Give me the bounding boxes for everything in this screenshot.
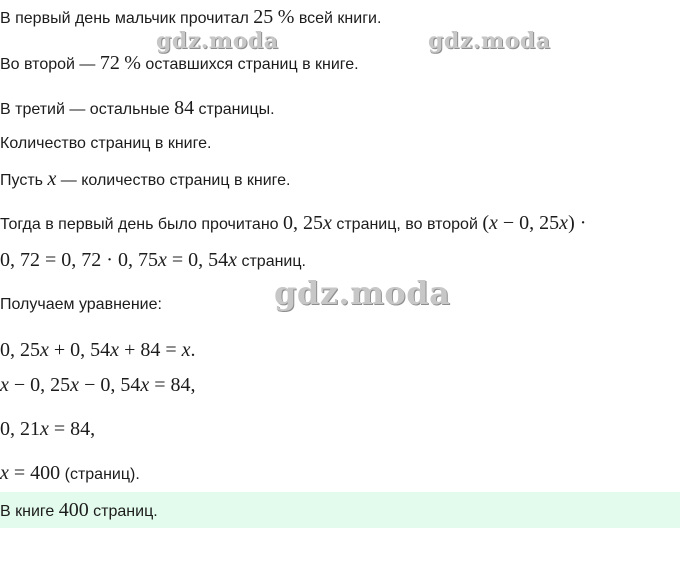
variable: x (47, 168, 57, 190)
equation-3 (0, 418, 95, 442)
watermark-1: gdz.moda (156, 28, 279, 54)
watermark-3: gdz.moda (274, 274, 451, 312)
math: + 0, 54 (48, 339, 111, 361)
math: . (190, 339, 196, 361)
variable: x (40, 418, 49, 440)
percent-sign: % (277, 6, 295, 28)
text: страниц. (237, 253, 306, 270)
percent-sign: % (124, 52, 141, 74)
math: − 0, 25 (497, 212, 560, 234)
number: 400 (58, 499, 89, 521)
answer-box (0, 492, 680, 528)
math: 0, 72 = 0, 72 · 0, 75 (0, 249, 158, 271)
watermark-2: gdz.moda (428, 28, 551, 54)
text: оставшихся страниц в книге. (140, 56, 359, 73)
variable: x (228, 249, 238, 271)
variable: x (140, 374, 150, 396)
math: ( (482, 212, 489, 234)
text: Во второй — (0, 56, 100, 73)
math: = 84, (48, 418, 96, 440)
solution-line-2 (0, 249, 306, 273)
problem-line-3 (0, 97, 275, 121)
text: В книге (0, 503, 59, 520)
variable: x (489, 212, 498, 234)
question-line (0, 133, 211, 155)
number: 84 (174, 97, 195, 119)
text: Количество страниц в книге. (0, 135, 212, 152)
variable: x (157, 249, 167, 271)
text: всей книги. (294, 10, 382, 27)
math: ) · (568, 212, 587, 234)
math: = 0, 54 (166, 249, 229, 271)
text: — количество страниц в книге. (56, 172, 291, 189)
number: 72 (99, 52, 120, 74)
math: 0, 25 (0, 339, 40, 361)
number: 25 (253, 6, 274, 28)
text: страниц. (88, 503, 158, 520)
text: Получаем уравнение: (0, 296, 162, 313)
problem-line-2 (0, 52, 359, 76)
problem-line-1 (0, 6, 381, 30)
text: Тогда в первый день было прочитано (0, 216, 283, 233)
text: В первый день мальчик прочитал (0, 10, 254, 27)
variable: x (323, 212, 332, 234)
equation-4 (0, 462, 140, 486)
equation-1 (0, 339, 196, 363)
variable: x (0, 462, 9, 484)
math: = 84, (149, 374, 196, 396)
variable: x (70, 374, 80, 396)
let-line (0, 168, 291, 192)
equation-intro (0, 294, 162, 316)
math: 0, 25 (283, 212, 323, 234)
text: (страниц). (60, 466, 140, 483)
math: 0, 21 (0, 418, 40, 440)
equation-2 (0, 374, 196, 398)
solution-line-1 (0, 212, 586, 236)
text: страницы. (194, 101, 275, 118)
answer-line (0, 499, 158, 523)
math: − 0, 54 (79, 374, 141, 396)
variable: x (0, 374, 9, 396)
text: страниц, во второй (331, 216, 483, 233)
text: В третий — остальные (0, 101, 175, 118)
math: − 0, 25 (8, 374, 71, 396)
variable: x (110, 339, 120, 361)
text: Пусть (0, 172, 48, 189)
variable: x (181, 339, 191, 361)
variable: x (559, 212, 569, 234)
math: + 84 = (119, 339, 182, 361)
variable: x (40, 339, 49, 361)
math: = 400 (8, 462, 61, 484)
